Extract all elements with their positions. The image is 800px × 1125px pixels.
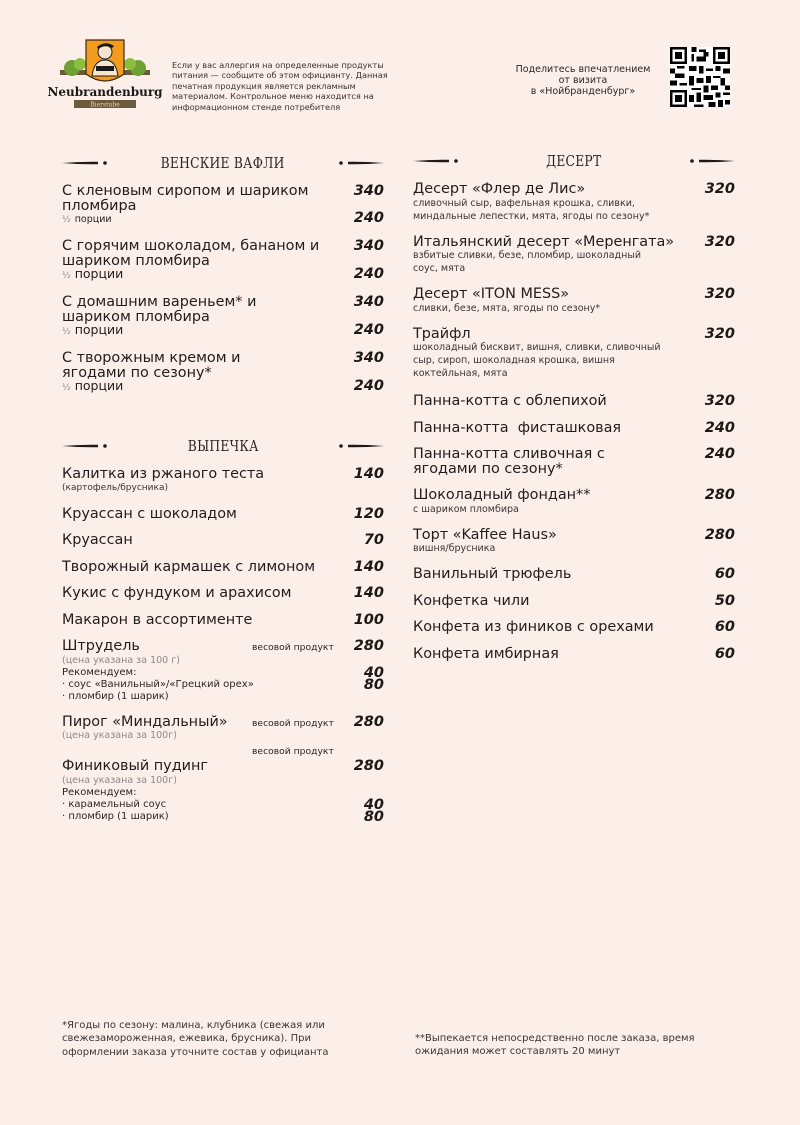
allergy-notice: Если у вас аллергия на определенные продукты питания — сообщите об этом официанту. Данная печатная продукция является рекламным материалом. Контрольное меню находится на информационном стенде потребителя [172,60,388,112]
item-price: 50 [714,592,735,609]
item-price: 140 [353,585,384,601]
menu-item [62,184,384,227]
item-name: Конфетка чили [413,592,530,609]
ornament-left-icon [62,160,108,166]
brand-name: Neubrandenburg [47,85,163,99]
item-name: Круассан с шоколадом [62,505,237,522]
ornament-left-icon [413,158,459,164]
section-header-dessert [413,148,735,174]
item-name: Десерт «Флер де Лис» [413,181,586,197]
half-price: 240 [353,266,384,282]
brand-sub: Bierstube [90,101,120,109]
share-line: от визита [558,75,608,86]
menu-item [62,507,384,522]
item-price: 280 [353,638,384,654]
menu-item [62,239,384,283]
item-price: 320 [704,233,735,250]
item-note: (картофель/брусника) [62,482,168,493]
item-name: Панна-котта с облепихой [413,393,607,409]
item-note: (цена указана за 100 г) [62,654,180,666]
weight-label: весовой продукт [252,717,334,729]
footnote-baking: **Выпекается непосредственно после заказа, время ожидания может составлять 20 минут [415,1033,695,1058]
menu-item [62,533,384,548]
menu-item [413,421,735,436]
section-title: ВЫПЕЧКА [187,437,259,455]
item-name: Калитка из ржаного теста [62,466,265,482]
menu-item [413,182,735,223]
addon-price: 40 [363,664,384,681]
ornament-left-icon [62,443,108,449]
item-name: Финиковый пудинг [62,758,208,774]
half-price: 240 [353,378,384,394]
brand-logo [47,38,163,114]
menu-item [413,594,735,609]
item-description: вишня/брусника [413,543,496,554]
item-name: Ванильный трюфель [413,566,572,582]
half-fraction: ½ [62,383,71,393]
item-price: 280 [353,713,384,730]
footnote-berries: *Ягоды по сезону: малина, клубника (свежая или свежезамороженная, ежевика, брусника). При оформлении заказа уточните состав у официанта [62,1020,329,1058]
item-description: с шариком пломбира [413,503,519,515]
item-name: Конфета из фиников с орехами [413,619,654,635]
addon-price: 40 [363,796,384,813]
addon-price: 80 [363,808,384,825]
menu-item [413,235,735,276]
ornament-right-icon [689,158,735,164]
menu-item [413,447,735,476]
item-name: Шоколадный фондан** [413,487,591,503]
recommend-label: Рекомендуем: [62,786,137,798]
section-header-waffles [62,150,384,176]
weight-label: весовой продукт [252,642,334,653]
half-price: 240 [353,210,384,226]
menu-item [62,586,384,601]
item-description: сливки, безе, мята, ягоды по сезону* [413,302,601,314]
qr-code-icon[interactable] [670,47,730,107]
item-name: Кукис с фундуком и арахисом [62,585,292,601]
half-label: порции [74,266,124,281]
menu-item [413,488,735,516]
addon-label: · пломбир (1 шарик) [62,810,169,822]
menu-item [413,287,735,315]
left-column [62,150,384,835]
addon-price: 80 [363,676,384,693]
menu-item [62,351,384,395]
item-price: 60 [714,619,735,635]
menu-item [62,467,384,495]
half-price: 240 [353,322,384,338]
item-price: 340 [353,294,384,310]
item-price: 340 [353,350,384,366]
item-name: Десерт «ITON MESS» [413,286,570,302]
item-price: 140 [353,466,384,482]
item-name: С домашним вареньем* и шариком пломбира [62,294,257,325]
menu-item [62,295,384,339]
item-price: 240 [704,419,735,436]
item-name: Штрудель [62,638,140,654]
recommend-label: Рекомендуем: [62,666,137,678]
item-name: Панна-котта сливочная с ягодами по сезону* [413,446,605,477]
right-column [413,150,735,673]
addon-label: · карамельный соус [62,798,167,810]
item-description: взбитые сливки, безе, пломбир, шоколадный соус, мята [413,250,642,274]
item-price: 60 [714,566,735,582]
menu-item [413,567,735,582]
menu-item [413,327,735,381]
item-price: 60 [714,645,735,662]
item-price: 320 [704,325,735,342]
addon-label: · соус «Ванильный»/«Грецкий орех» [62,678,254,690]
half-label: порции [74,378,124,393]
half-fraction: ½ [62,215,71,225]
item-price: 320 [704,393,735,409]
menu-item-pie [62,715,384,743]
half-label: порции [74,322,124,337]
item-price: 70 [363,532,384,548]
item-price: 120 [353,505,384,522]
item-price: 140 [353,558,384,575]
item-name: Панна-котта фисташковая [413,419,622,436]
menu-item-strudel [62,639,384,703]
item-price: 320 [704,286,735,302]
half-fraction: ½ [62,327,71,337]
item-name: Круассан [62,532,133,548]
item-price: 100 [353,611,384,628]
item-note: (цена указана за 100г) [62,730,177,741]
item-price: 280 [704,526,735,543]
menu-item [62,613,384,628]
menu-item [413,394,735,409]
section-title: ДЕСЕРТ [546,152,602,170]
item-name: С кленовым сиропом и шариком пломбира [62,183,309,214]
item-name: Итальянский десерт «Меренгата» [413,233,675,250]
item-price: 280 [704,487,735,503]
item-price: 240 [704,446,735,462]
item-description: шоколадный бисквит, вишня, сливки, сливочный сыр, сироп, шоколадная крошка, вишня коктейльная, мята [413,342,661,379]
half-fraction: ½ [62,271,71,281]
item-name: Макарон в ассортименте [62,611,253,628]
menu-item [413,647,735,662]
section-header-bakery [62,433,384,459]
item-price: 340 [353,183,384,199]
menu-item [62,560,384,575]
item-note: (цена указана за 100г) [62,774,177,786]
ornament-right-icon [338,160,384,166]
menu-item [413,620,735,635]
item-name: Трайфл [413,325,471,342]
section-title: ВЕНСКИЕ ВАФЛИ [160,154,286,172]
item-description: сливочный сыр, вафельная крошка, сливки, миндальные лепестки, мята, ягоды по сезону* [413,197,650,222]
menu-item-pudding [62,746,384,823]
item-name: Торт «Kaffee Haus» [413,526,557,543]
share-line: Поделитесь впечатлением [515,64,651,75]
ornament-right-icon [338,443,384,449]
item-price: 340 [353,238,384,254]
half-label: порции [74,214,112,225]
addon-label: · пломбир (1 шарик) [62,690,169,702]
item-name: Творожный кармашек с лимоном [62,558,316,575]
item-name: С творожным кремом и ягодами по сезону* [62,350,241,381]
menu-item [413,528,735,556]
item-name: Пирог «Миндальный» [62,713,228,730]
share-feedback-text [508,64,658,97]
weight-label: весовой продукт [252,746,334,757]
share-line: в «Нойбранденбург» [530,86,636,97]
item-name: С горячим шоколадом, бананом и шариком пломбира [62,238,320,269]
item-price: 320 [704,181,735,197]
item-name: Конфета имбирная [413,645,559,662]
item-price: 280 [353,758,384,774]
